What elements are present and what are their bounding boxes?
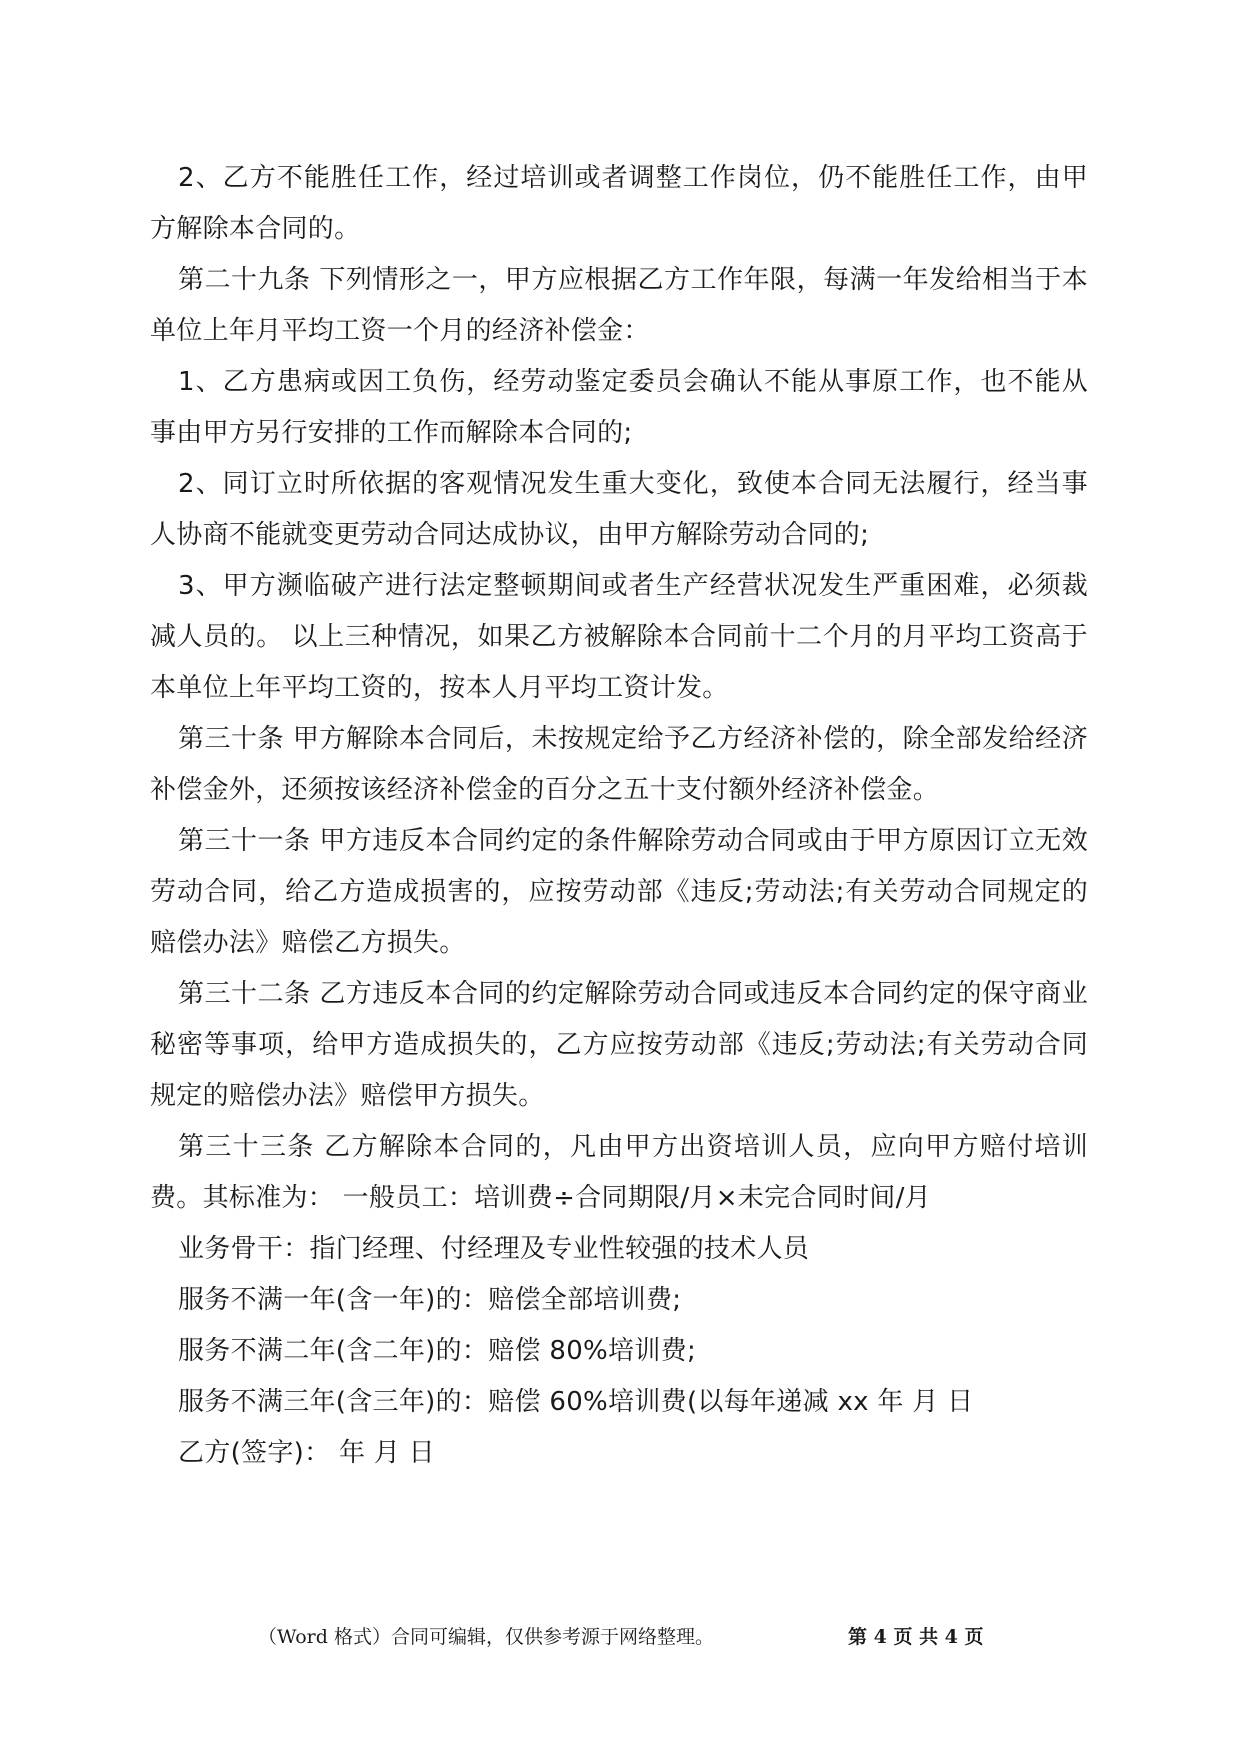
paragraph: 第三十二条 乙方违反本合同的约定解除劳动合同或违反本合同约定的保守商业秘密等事项，给甲方造成损失的，乙方应按劳动部《违反;劳动法;有关劳动合同规定的赔偿办法》赔偿甲方损失。 (150, 979, 1088, 1111)
footer-note: （Word 格式）合同可编辑，仅供参考源于网络整理。 (258, 1626, 714, 1648)
paragraph: 服务不满一年(含一年)的：赔偿全部培训费; (178, 1285, 682, 1315)
page-footer (0, 1622, 1241, 1652)
paragraph: 服务不满二年(含二年)的：赔偿 80%培训费; (178, 1336, 697, 1366)
paragraph: 2、同订立时所依据的客观情况发生重大变化，致使本合同无法履行，经当事人协商不能就变更劳动合同达成协议，由甲方解除劳动合同的; (150, 469, 1088, 550)
paragraph: 2、乙方不能胜任工作，经过培训或者调整工作岗位，仍不能胜任工作，由甲方解除本合同的。 (150, 163, 1088, 244)
paragraph: 业务骨干：指门经理、付经理及专业性较强的技术人员 (178, 1234, 810, 1264)
paragraph: 第三十三条 乙方解除本合同的，凡由甲方出资培训人员，应向甲方赔付培训费。其标准为： 一般员工：培训费÷合同期限/月×未完合同时间/月 (150, 1132, 1088, 1213)
paragraph: 第三十一条 甲方违反本合同约定的条件解除劳动合同或由于甲方原因订立无效劳动合同，给乙方造成损害的，应按劳动部《违反;劳动法;有关劳动合同规定的赔偿办法》赔偿乙方损失。 (150, 826, 1088, 958)
paragraph: 第二十九条 下列情形之一，甲方应根据乙方工作年限，每满一年发给相当于本单位上年月平均工资一个月的经济补偿金： (150, 265, 1088, 346)
paragraph: 3、甲方濒临破产进行法定整顿期间或者生产经营状况发生严重困难，必须裁减人员的。 以上三种情况，如果乙方被解除本合同前十二个月的月平均工资高于本单位上年平均工资的，按本人月平均工资计发。 (150, 571, 1088, 703)
page-number: 第 4 页 共 4 页 (848, 1626, 984, 1648)
paragraph: 1、乙方患病或因工负伤，经劳动鉴定委员会确认不能从事原工作，也不能从事由甲方另行安排的工作而解除本合同的; (150, 367, 1088, 448)
contract-body (150, 153, 1088, 1479)
paragraph: 乙方(签字)： 年 月 日 (178, 1438, 435, 1468)
paragraph: 服务不满三年(含三年)的：赔偿 60%培训费(以每年递减 xx 年 月 日 (178, 1387, 974, 1417)
paragraph: 第三十条 甲方解除本合同后，未按规定给予乙方经济补偿的，除全部发给经济补偿金外，还须按该经济补偿金的百分之五十支付额外经济补偿金。 (150, 724, 1088, 805)
